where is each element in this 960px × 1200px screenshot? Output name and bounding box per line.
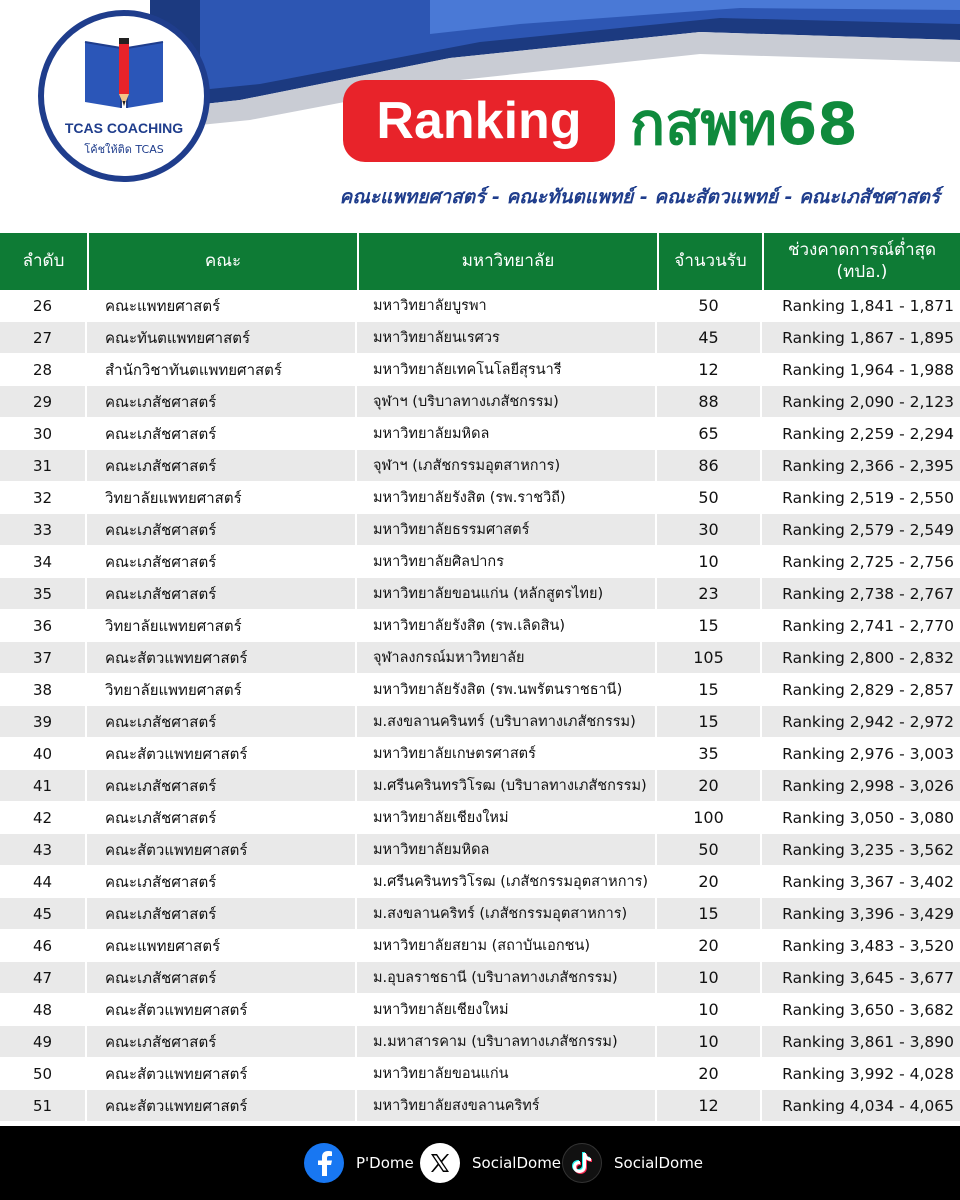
table-row: [0, 450, 960, 482]
cell-faculty: วิทยาลัยแพทยศาสตร์: [87, 482, 357, 513]
cell-range: Ranking 3,992 - 4,028: [782, 1064, 954, 1083]
cell-university: มหาวิทยาลัยเทคโนโลยีสุรนารี: [357, 354, 657, 385]
cell-range: Ranking 3,650 - 3,682: [782, 1000, 954, 1019]
facebook-label: P'Dome: [356, 1154, 414, 1172]
cell-university: ม.สงขลานคริทร์ (เภสัชกรรมอุตสาหการ): [357, 898, 657, 929]
cell-university: มหาวิทยาลัยรังสิต (รพ.นพรัตนราชธานี): [357, 674, 657, 705]
column-header-seats: จำนวนรับ: [657, 233, 762, 290]
table-row: [0, 578, 960, 610]
cell-range: Ranking 3,396 - 3,429: [782, 904, 954, 923]
cell-range: Ranking 2,519 - 2,550: [782, 488, 954, 507]
cell-university: จุฬาฯ (บริบาลทางเภสัชกรรม): [357, 386, 657, 417]
table-body: [0, 290, 960, 1120]
cell-seats: 15: [657, 674, 762, 705]
cell-range: Ranking 2,976 - 3,003: [782, 744, 954, 763]
cell-seats: 12: [657, 1090, 762, 1121]
cell-university: มหาวิทยาลัยขอนแก่น (หลักสูตรไทย): [357, 578, 657, 609]
brand-logo: [38, 10, 210, 182]
cell-faculty: คณะแพทยศาสตร์: [87, 930, 357, 961]
cell-range: Ranking 3,861 - 3,890: [782, 1032, 954, 1051]
cell-rank: 47: [0, 962, 87, 993]
ranking-badge: Ranking: [343, 80, 615, 162]
cell-faculty: คณะสัตวแพทยศาสตร์: [87, 1058, 357, 1089]
cell-faculty: คณะเภสัชศาสตร์: [87, 546, 357, 577]
cell-university: จุฬาลงกรณ์มหาวิทยาลัย: [357, 642, 657, 673]
table-row: [0, 610, 960, 642]
cell-rank: 45: [0, 898, 87, 929]
cell-seats: 10: [657, 1026, 762, 1057]
cell-faculty: คณะเภสัชศาสตร์: [87, 450, 357, 481]
footer-bar: [0, 1126, 960, 1200]
cell-faculty: คณะเภสัชศาสตร์: [87, 706, 357, 737]
cell-faculty: คณะสัตวแพทยศาสตร์: [87, 994, 357, 1025]
cell-seats: 10: [657, 962, 762, 993]
cell-faculty: คณะเภสัชศาสตร์: [87, 418, 357, 449]
cell-seats: 100: [657, 802, 762, 833]
table-row: [0, 1026, 960, 1058]
cell-faculty: คณะแพทยศาสตร์: [87, 290, 357, 321]
cell-faculty: คณะสัตวแพทยศาสตร์: [87, 834, 357, 865]
cell-university: ม.มหาสารคาม (บริบาลทางเภสัชกรรม): [357, 1026, 657, 1057]
cell-faculty: คณะสัตวแพทยศาสตร์: [87, 1090, 357, 1121]
x-link[interactable]: [420, 1143, 561, 1183]
cell-seats: 15: [657, 706, 762, 737]
cell-faculty: คณะสัตวแพทยศาสตร์: [87, 738, 357, 769]
cell-seats: 88: [657, 386, 762, 417]
cell-faculty: คณะเภสัชศาสตร์: [87, 802, 357, 833]
cell-faculty: คณะเภสัชศาสตร์: [87, 386, 357, 417]
cell-university: มหาวิทยาลัยธรรมศาสตร์: [357, 514, 657, 545]
cell-rank: 31: [0, 450, 87, 481]
cell-seats: 20: [657, 770, 762, 801]
cell-faculty: คณะเภสัชศาสตร์: [87, 1026, 357, 1057]
cell-range: Ranking 1,964 - 1,988: [782, 360, 954, 379]
table-row: [0, 1090, 960, 1122]
cell-faculty: คณะเภสัชศาสตร์: [87, 866, 357, 897]
cell-faculty: วิทยาลัยแพทยศาสตร์: [87, 610, 357, 641]
page-subtitle: คณะแพทยศาสตร์ - คณะทันตแพทย์ - คณะสัตวแพทย์ - คณะเภสัชศาสตร์: [339, 186, 940, 208]
header-banner: [0, 0, 960, 232]
cell-university: ม.ศรีนครินทรวิโรฒ (เภสัชกรรมอุตสาหการ): [357, 866, 657, 897]
cell-university: ม.สงขลานครินทร์ (บริบาลทางเภสัชกรรม): [357, 706, 657, 737]
table-row: [0, 642, 960, 674]
table-row: [0, 322, 960, 354]
cell-seats: 10: [657, 546, 762, 577]
cell-range: Ranking 1,867 - 1,895: [782, 328, 954, 347]
column-header-faculty: คณะ: [87, 233, 357, 290]
table-row: [0, 514, 960, 546]
column-header-rank: ลำดับ: [22, 250, 65, 271]
tiktok-icon: [562, 1143, 602, 1183]
cell-rank: 40: [0, 738, 87, 769]
cell-faculty: คณะเภสัชศาสตร์: [87, 962, 357, 993]
cell-range: Ranking 2,579 - 2,549: [782, 520, 954, 539]
facebook-icon: [304, 1143, 344, 1183]
cell-rank: 50: [0, 1058, 87, 1089]
column-header-university: มหาวิทยาลัย: [357, 233, 657, 290]
table-row: [0, 418, 960, 450]
table-row: [0, 546, 960, 578]
cell-university: มหาวิทยาลัยรังสิต (รพ.ราชวิถี): [357, 482, 657, 513]
table-row: [0, 834, 960, 866]
cell-seats: 105: [657, 642, 762, 673]
cell-university: มหาวิทยาลัยสยาม (สถาบันเอกชน): [357, 930, 657, 961]
cell-rank: 38: [0, 674, 87, 705]
cell-rank: 48: [0, 994, 87, 1025]
column-header-range: ช่วงคาดการณ์ต่ำสุด (ทปอ.): [762, 233, 960, 290]
cell-faculty: คณะสัตวแพทยศาสตร์: [87, 642, 357, 673]
cell-seats: 86: [657, 450, 762, 481]
cell-range: Ranking 4,034 - 4,065: [782, 1096, 954, 1115]
cell-seats: 45: [657, 322, 762, 353]
cell-range: Ranking 1,841 - 1,871: [782, 296, 954, 315]
cell-range: Ranking 2,741 - 2,770: [782, 616, 954, 635]
x-label: SocialDome: [472, 1154, 562, 1172]
tiktok-label: SocialDome: [614, 1154, 704, 1172]
cell-faculty: คณะเภสัชศาสตร์: [87, 514, 357, 545]
cell-range: Ranking 2,942 - 2,972: [782, 712, 954, 731]
table-header: [0, 233, 960, 290]
table-row: [0, 482, 960, 514]
table-row: [0, 962, 960, 994]
cell-university: มหาวิทยาลัยสงขลานคริทร์: [357, 1090, 657, 1121]
cell-university: จุฬาฯ (เภสัชกรรมอุตสาหการ): [357, 450, 657, 481]
table-row: [0, 770, 960, 802]
cell-university: ม.อุบลราชธานี (บริบาลทางเภสัชกรรม): [357, 962, 657, 993]
table-row: [0, 930, 960, 962]
table-row: [0, 802, 960, 834]
cell-range: Ranking 2,366 - 2,395: [782, 456, 954, 475]
cell-rank: 30: [0, 418, 87, 449]
x-icon: [420, 1143, 460, 1183]
table-row: [0, 706, 960, 738]
cell-seats: 20: [657, 866, 762, 897]
cell-university: มหาวิทยาลัยเชียงใหม่: [357, 994, 657, 1025]
facebook-link[interactable]: [304, 1143, 414, 1183]
cell-faculty: คณะเภสัชศาสตร์: [87, 578, 357, 609]
cell-rank: 26: [0, 290, 87, 321]
cell-range: Ranking 2,738 - 2,767: [782, 584, 954, 603]
book-pencil-icon: [81, 34, 167, 114]
cell-rank: 39: [0, 706, 87, 737]
cell-university: มหาวิทยาลัยเกษตรศาสตร์: [357, 738, 657, 769]
cell-seats: 10: [657, 994, 762, 1025]
cell-university: มหาวิทยาลัยนเรศวร: [357, 322, 657, 353]
table-row: [0, 290, 960, 322]
cell-faculty: คณะทันตแพทยศาสตร์: [87, 322, 357, 353]
table-row: [0, 898, 960, 930]
cell-range: Ranking 2,829 - 2,857: [782, 680, 954, 699]
cell-range: Ranking 3,483 - 3,520: [782, 936, 954, 955]
cell-faculty: คณะเภสัชศาสตร์: [87, 898, 357, 929]
table-row: [0, 866, 960, 898]
cell-rank: 42: [0, 802, 87, 833]
cell-university: มหาวิทยาลัยบูรพา: [357, 290, 657, 321]
cell-rank: 28: [0, 354, 87, 385]
cell-seats: 12: [657, 354, 762, 385]
cell-rank: 49: [0, 1026, 87, 1057]
cell-university: มหาวิทยาลัยขอนแก่น: [357, 1058, 657, 1089]
cell-range: Ranking 2,090 - 2,123: [782, 392, 954, 411]
cell-range: Ranking 3,367 - 3,402: [782, 872, 954, 891]
cell-range: Ranking 3,050 - 3,080: [782, 808, 954, 827]
cell-range: Ranking 3,645 - 3,677: [782, 968, 954, 987]
page-title: กสพท68: [630, 89, 858, 158]
table-row: [0, 354, 960, 386]
cell-seats: 50: [657, 290, 762, 321]
cell-rank: 51: [0, 1090, 87, 1121]
cell-faculty: สำนักวิชาทันตแพทยศาสตร์: [87, 354, 357, 385]
cell-rank: 35: [0, 578, 87, 609]
tiktok-link[interactable]: [562, 1143, 703, 1183]
brand-tagline: โค้ชให้ติด TCAS: [84, 143, 164, 156]
cell-rank: 33: [0, 514, 87, 545]
table-row: [0, 674, 960, 706]
cell-rank: 37: [0, 642, 87, 673]
cell-seats: 35: [657, 738, 762, 769]
cell-rank: 34: [0, 546, 87, 577]
table-row: [0, 1058, 960, 1090]
cell-seats: 23: [657, 578, 762, 609]
cell-range: Ranking 3,235 - 3,562: [782, 840, 954, 859]
cell-university: มหาวิทยาลัยรังสิต (รพ.เลิดสิน): [357, 610, 657, 641]
cell-rank: 41: [0, 770, 87, 801]
cell-seats: 20: [657, 930, 762, 961]
table-row: [0, 994, 960, 1026]
cell-seats: 65: [657, 418, 762, 449]
cell-rank: 36: [0, 610, 87, 641]
cell-rank: 27: [0, 322, 87, 353]
cell-rank: 32: [0, 482, 87, 513]
cell-rank: 44: [0, 866, 87, 897]
cell-university: มหาวิทยาลัยมหิดล: [357, 418, 657, 449]
cell-seats: 15: [657, 610, 762, 641]
cell-university: ม.ศรีนครินทรวิโรฒ (บริบาลทางเภสัชกรรม): [357, 770, 657, 801]
cell-faculty: วิทยาลัยแพทยศาสตร์: [87, 674, 357, 705]
cell-seats: 50: [657, 482, 762, 513]
cell-seats: 20: [657, 1058, 762, 1089]
cell-university: มหาวิทยาลัยมหิดล: [357, 834, 657, 865]
cell-rank: 43: [0, 834, 87, 865]
cell-rank: 29: [0, 386, 87, 417]
cell-range: Ranking 2,800 - 2,832: [782, 648, 954, 667]
cell-seats: 50: [657, 834, 762, 865]
cell-rank: 46: [0, 930, 87, 961]
cell-range: Ranking 2,259 - 2,294: [782, 424, 954, 443]
cell-faculty: คณะเภสัชศาสตร์: [87, 770, 357, 801]
table-row: [0, 738, 960, 770]
cell-university: มหาวิทยาลัยศิลปากร: [357, 546, 657, 577]
cell-university: มหาวิทยาลัยเชียงใหม่: [357, 802, 657, 833]
cell-range: Ranking 2,725 - 2,756: [782, 552, 954, 571]
table-row: [0, 386, 960, 418]
ranking-table: [0, 233, 960, 1120]
cell-range: Ranking 2,998 - 3,026: [782, 776, 954, 795]
cell-seats: 15: [657, 898, 762, 929]
brand-name: TCAS COACHING: [64, 120, 184, 136]
cell-seats: 30: [657, 514, 762, 545]
